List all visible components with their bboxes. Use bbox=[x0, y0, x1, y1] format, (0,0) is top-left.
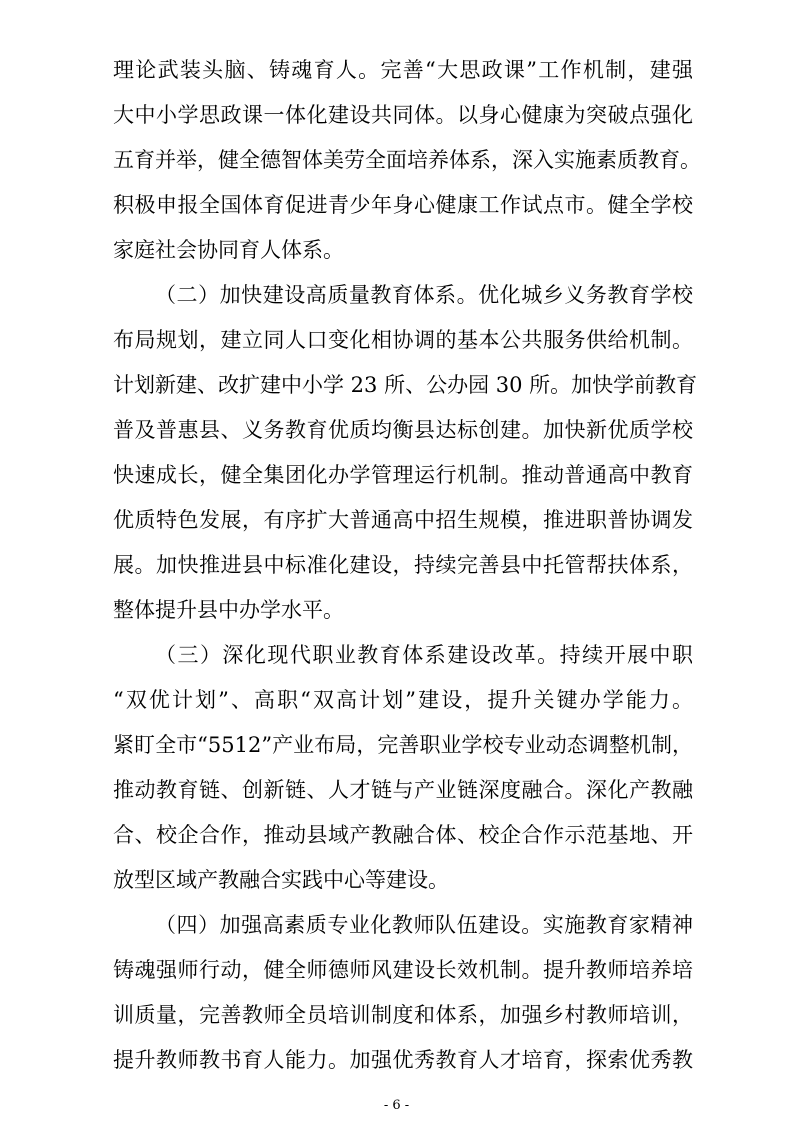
section-heading-line: （四）加强高素质专业化教师队伍建设。实施教育家精神 bbox=[155, 913, 693, 937]
text-line: 普及普惠县、义务教育优质均衡县达标创建。加快新优质学校 bbox=[113, 418, 693, 442]
text-line: 铸魂强师行动，健全师德师风建设长效机制。提升教师培养培 bbox=[113, 958, 693, 982]
section-heading-line: （二）加快建设高质量教育体系。优化城乡义务教育学校 bbox=[155, 283, 693, 307]
text-line: 优质特色发展，有序扩大普通高中招生规模，推进职普协调发 bbox=[113, 508, 693, 532]
text-line: 理论武装头脑、铸魂育人。完善“大思政课”工作机制，建强 bbox=[113, 58, 693, 82]
text-line: 五育并举，健全德智体美劳全面培养体系，深入实施素质教育。 bbox=[113, 148, 701, 172]
text-line: 大中小学思政课一体化建设共同体。以身心健康为突破点强化 bbox=[113, 103, 693, 127]
section-heading-line: （三）深化现代职业教育体系建设改革。持续开展中职 bbox=[155, 643, 693, 667]
text-line: 计划新建、改扩建中小学 23 所、公办园 30 所。加快学前教育 bbox=[113, 373, 698, 397]
page-number: - 6 - bbox=[383, 1098, 410, 1113]
text-line: 推动教育链、创新链、人才链与产业链深度融合。深化产教融 bbox=[113, 778, 693, 802]
text-line: 布局规划，建立同人口变化相协调的基本公共服务供给机制。 bbox=[113, 328, 693, 352]
text-line: 积极申报全国体育促进青少年身心健康工作试点市。健全学校 bbox=[113, 193, 693, 217]
text-line: 放型区域产教融合实践中心等建设。 bbox=[113, 868, 449, 892]
text-line: 合、校企合作，推动县域产教融合体、校企合作示范基地、开 bbox=[113, 823, 693, 847]
text-line: 整体提升县中办学水平。 bbox=[113, 598, 344, 622]
text-line: 家庭社会协同育人体系。 bbox=[113, 238, 344, 262]
text-line: 快速成长，健全集团化办学管理运行机制。推动普通高中教育 bbox=[113, 463, 693, 487]
text-line: 提升教师教书育人能力。加强优秀教育人才培育，探索优秀教 bbox=[113, 1048, 693, 1072]
text-line: 训质量，完善教师全员培训制度和体系，加强乡村教师培训， bbox=[113, 1003, 693, 1027]
text-line: “双优计划”、高职“双高计划”建设，提升关键办学能力。 bbox=[113, 688, 693, 712]
text-line: 展。加快推进县中标准化建设，持续完善县中托管帮扶体系， bbox=[113, 553, 693, 577]
text-line: 紧盯全市“5512”产业布局，完善职业学校专业动态调整机制， bbox=[113, 733, 693, 757]
